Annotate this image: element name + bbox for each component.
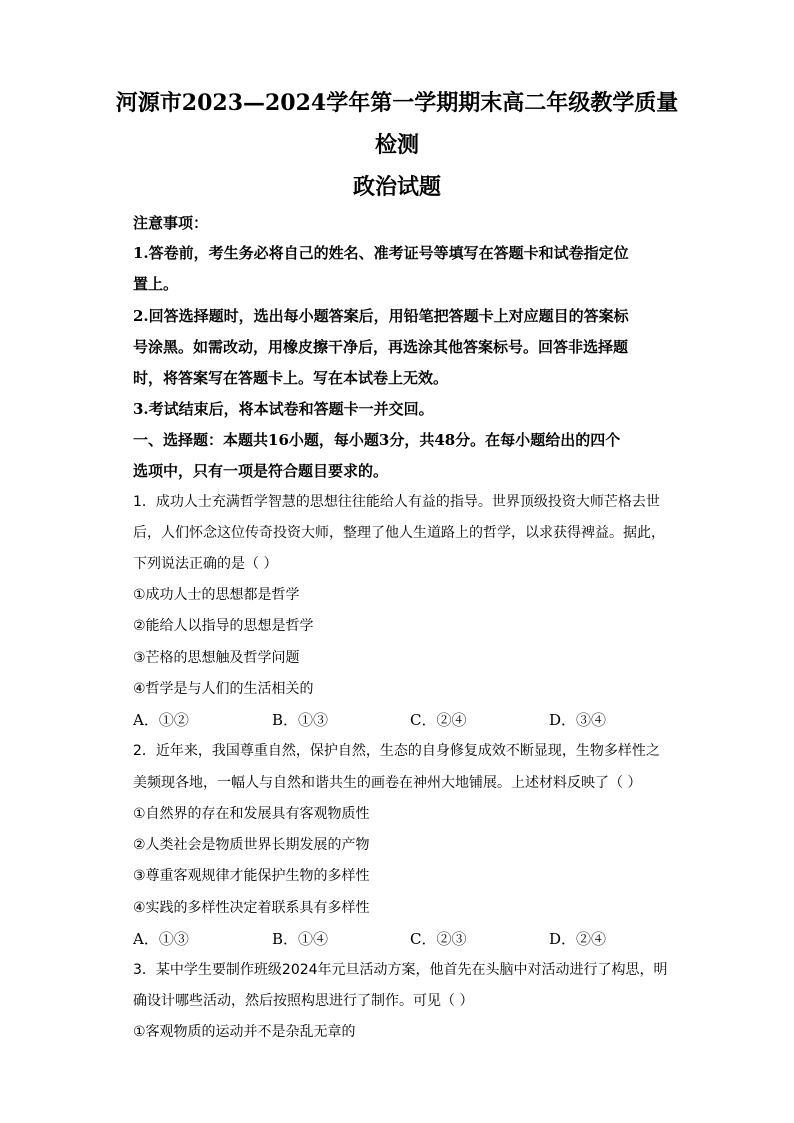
question-1-statement: ②能给人以指导的思想是哲学 bbox=[133, 618, 314, 634]
question-3-stem: 3．某中学生要制作班级2024年元旦活动方案，他首先在头脑中对活动进行了构思，明 bbox=[133, 962, 668, 978]
exam-title-line-1: 河源市2023—2024学年第一学期期末高二年级教学质量 bbox=[115, 90, 679, 116]
question-3-stem: 确设计哪些活动，然后按照构思进行了制作。可见（ ） bbox=[133, 993, 474, 1009]
question-1-option-a[interactable]: A．①② bbox=[133, 711, 189, 729]
exam-subject-title: 政治试题 bbox=[352, 174, 441, 200]
question-1-statement: ④哲学是与人们的生活相关的 bbox=[133, 681, 314, 697]
question-3-statement: ①客观物质的运动并不是杂乱无章的 bbox=[133, 1024, 356, 1040]
section-heading-line: 选项中，只有一项是符合题目要求的。 bbox=[133, 462, 389, 480]
question-1-statement: ①成功人士的思想都是哲学 bbox=[133, 587, 300, 603]
question-2-option-b[interactable]: B．①④ bbox=[272, 930, 329, 948]
question-2-statement: ②人类社会是物质世界长期发展的产物 bbox=[133, 837, 370, 853]
question-2-option-d[interactable]: D．②④ bbox=[549, 930, 607, 948]
question-2-stem: 2．近年来，我国尊重自然，保护自然，生态的自身修复成效不断显现，生物多样性之 bbox=[133, 743, 660, 759]
question-1-option-d[interactable]: D．③④ bbox=[549, 711, 607, 729]
question-2-statement: ④实践的多样性决定着联系具有多样性 bbox=[133, 900, 370, 916]
question-2-statement: ①自然界的存在和发展具有客观物质性 bbox=[133, 806, 370, 822]
exam-title-line-2: 检测 bbox=[374, 132, 419, 158]
notes-line: 3.考试结束后，将本试卷和答题卡一并交回。 bbox=[133, 400, 434, 418]
notes-line: 2.回答选择题时，选出每小题答案后，用铅笔把答题卡上对应题目的答案标 bbox=[133, 307, 629, 325]
notes-heading: 注意事项： bbox=[133, 214, 209, 232]
question-1-option-c[interactable]: C．②④ bbox=[410, 711, 467, 729]
question-1-statement: ③芒格的思想触及哲学问题 bbox=[133, 650, 300, 666]
question-2-option-c[interactable]: C．②③ bbox=[410, 930, 467, 948]
question-2-statement: ③尊重客观规律才能保护生物的多样性 bbox=[133, 868, 370, 884]
question-1-stem: 后，人们怀念这位传奇投资大师，整理了他人生道路上的哲学，以求获得裨益。据此， bbox=[133, 525, 665, 541]
question-2-option-a[interactable]: A．①③ bbox=[133, 930, 189, 948]
notes-line: 1.答卷前，考生务必将自己的姓名、准考证号等填写在答题卡和试卷指定位 bbox=[133, 244, 629, 262]
notes-line: 号涂黑。如需改动，用橡皮擦干净后，再选涂其他答案标号。回答非选择题 bbox=[133, 338, 629, 356]
question-1-stem: 1．成功人士充满哲学智慧的思想往往能给人有益的指导。世界顶级投资大师芒格去世 bbox=[133, 494, 660, 510]
notes-line: 时，将答案写在答题卡上。写在本试卷上无效。 bbox=[133, 369, 449, 387]
question-2-stem: 美频现各地，一幅人与自然和谐共生的画卷在神州大地铺展。上述材料反映了（ ） bbox=[133, 775, 642, 791]
question-1-stem: 下列说法正确的是（ ） bbox=[133, 556, 278, 572]
notes-line: 置上。 bbox=[133, 275, 179, 293]
question-1-option-b[interactable]: B．①③ bbox=[272, 711, 329, 729]
section-heading-line: 一、选择题：本题共16小题，每小题3分，共48分。在每小题给出的四个 bbox=[133, 431, 621, 449]
